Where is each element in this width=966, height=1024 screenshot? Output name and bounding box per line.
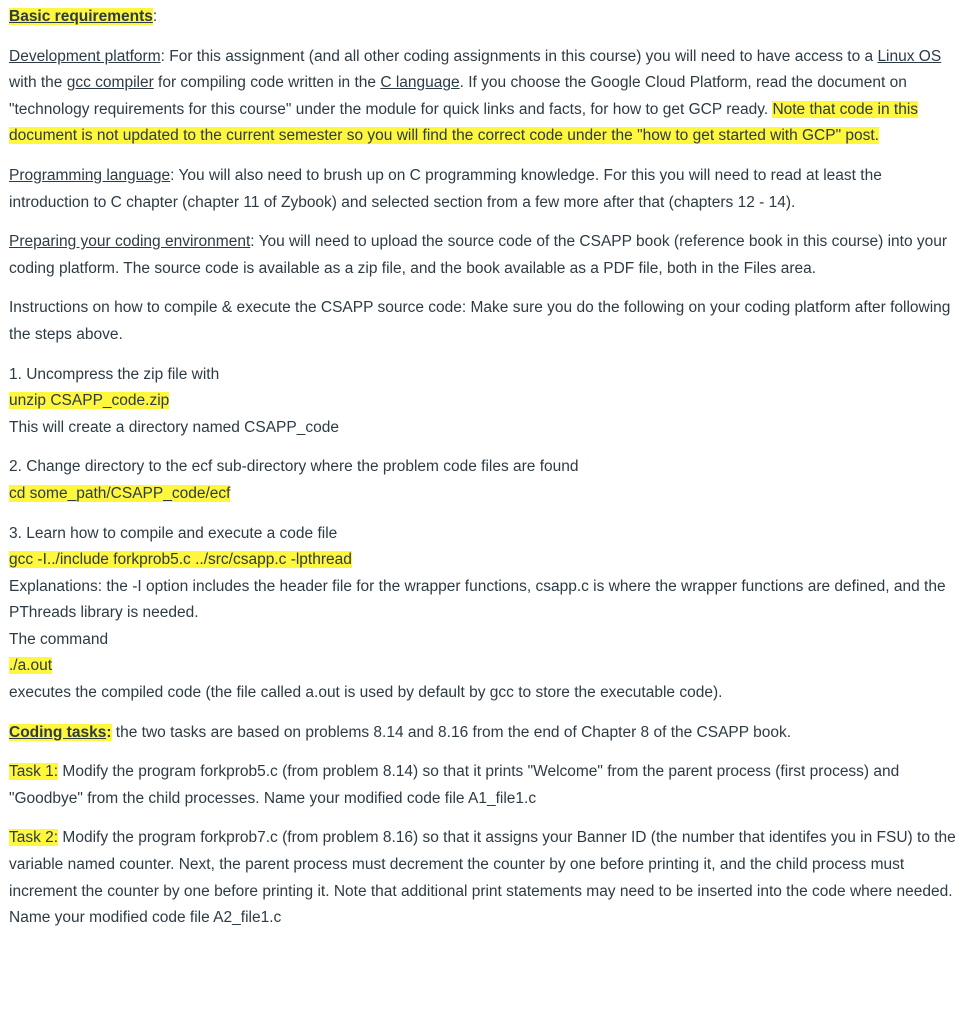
step-1 [9,362,959,442]
programming-language-paragraph: Programming language: You will also need to brush up on C programming knowledge. For this you will need to read at least the introduction to C chapter (chapter 11 of Zybook) and selected section from a few more after that (chapters 12 - 14). [9,166,882,211]
task-2-label: Task 2: [9,829,59,847]
step-3-command-note: executes the compiled code (the file called a.out is used by default by gcc to store the executable code). [9,684,723,702]
step-3-command-label: The command [9,630,109,648]
task-2-paragraph: Task 2: Modify the program forkprob7.c (from problem 8.16) so that it assigns your Banner ID (the number that identifes you in FSU) to the variable named counter. Next, the parent process must decrement the counter by one before printing it, and the child process must increment the counter by one before printing it. Note that additional print statements may need to be inserted into the code where needed. Name your modified code file A2_file1.c [9,829,956,927]
basic-requirements-heading: Basic requirements [9,8,153,25]
step-3-code: gcc -I../include forkprob5.c ../src/csapp.c -lpthread [9,551,352,569]
step-1-note: This will create a directory named CSAPP_code [9,418,339,436]
step-3 [9,521,959,707]
step-2-title: 2. Change directory to the ecf sub-directory where the problem code files are found [9,458,579,476]
step-3-command: ./a.out [9,657,53,675]
gcc-compiler-link[interactable]: gcc compiler [66,74,154,92]
linux-os-link[interactable]: Linux OS [877,47,942,65]
step-2 [9,454,959,507]
instructions-paragraph: Instructions on how to compile & execute the CSAPP source code: Make sure you do the following on your coding platform after following the steps above. [9,299,951,343]
preparing-environment-label: Preparing your coding environment [9,233,251,251]
development-platform-label: Development platform [9,47,161,65]
step-1-code: unzip CSAPP_code.zip [9,392,170,410]
coding-tasks-label: Coding tasks [9,723,107,741]
development-platform-paragraph: Development platform: For this assignment (and all other coding assignments in this course) you will need to have access to a Linux OS with the gcc compiler for compiling code written in the C language. If you choose the Google Cloud Platform, read the document on "technology requirements for this course" under the module for quick links and facts, for how to get GCP ready. Note that code in this document is not updated to the current semester so you will find the correct code under the "how to get started with GCP" post. [9,47,942,145]
step-2-code: cd some_path/CSAPP_code/ecf [9,484,231,502]
step-1-title: 1. Uncompress the zip file with [9,365,220,383]
coding-tasks-paragraph: Coding tasks: the two tasks are based on problems 8.14 and 8.16 from the end of Chapter 8 of the CSAPP book. [9,723,792,741]
task-1-paragraph: Task 1: Modify the program forkprob5.c (from problem 8.14) so that it prints "Welcome" from the parent process (first process) and "Goodbye" from the child processes. Name your modified code file A1_file1.c [9,763,900,807]
step-3-title: 3. Learn how to compile and execute a code file [9,524,338,542]
section-heading: Basic requirements: [9,8,158,25]
c-language-link[interactable]: C language [380,74,460,92]
gcp-note-highlight: Note that code in this document is not updated to the current semester so you will find the correct code under the "how to get started with GCP" post. [9,100,919,145]
step-3-explanation: Explanations: the -I option includes the header file for the wrapper functions, csapp.c is where the wrapper functions are defined, and the PThreads library is needed. [9,577,946,622]
programming-language-label: Programming language [9,166,171,184]
task-1-label: Task 1: [9,763,59,781]
preparing-environment-paragraph: Preparing your coding environment: You will need to upload the source code of the CSAPP book (reference book in this course) into your coding platform. The source code is available as a zip file, and the book available as a PDF file, both in the Files area. [9,233,948,277]
